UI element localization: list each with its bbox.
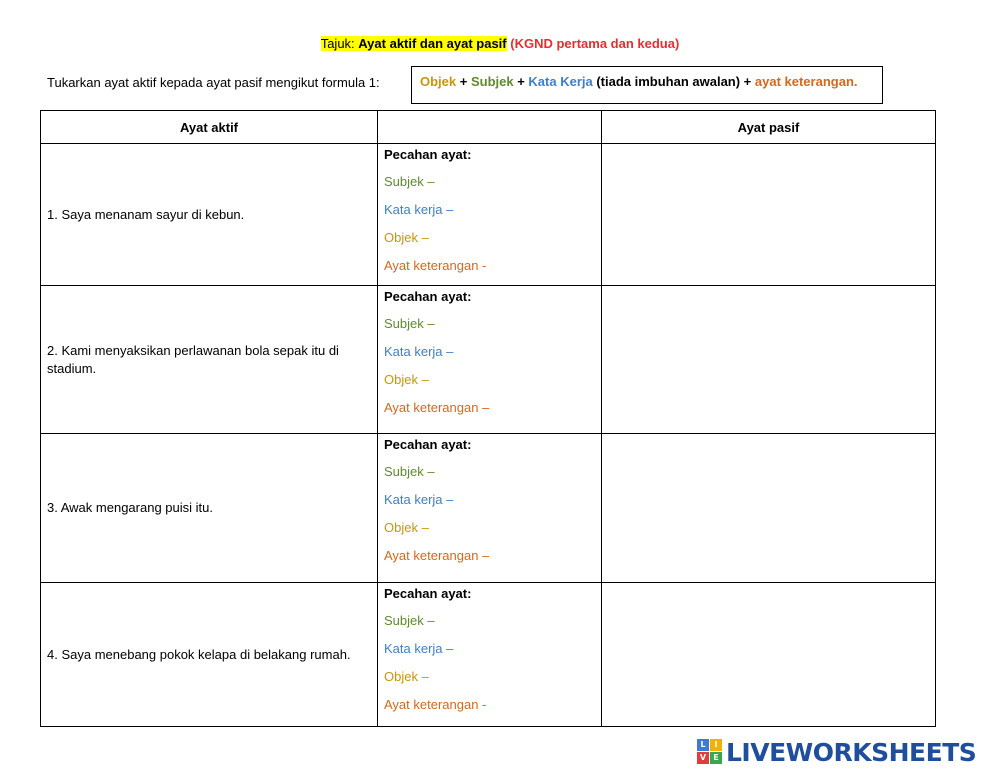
keterangan-label: Ayat keterangan - xyxy=(384,697,487,712)
kata-kerja-label: Kata kerja – xyxy=(384,344,454,359)
logo-block-e: E xyxy=(710,752,722,764)
formula-plus: + xyxy=(513,74,529,89)
passive-answer-cell[interactable] xyxy=(602,434,936,583)
logo-block-i: I xyxy=(710,739,722,751)
logo-block-v: V xyxy=(697,752,709,764)
active-sentence: 1. Saya menanam sayur di kebun. xyxy=(41,144,378,286)
passive-answer-cell[interactable] xyxy=(602,286,936,434)
table-row xyxy=(41,286,936,434)
table-row xyxy=(41,583,936,727)
sentence-parts xyxy=(378,144,602,286)
subjek-label: Subjek – xyxy=(384,464,435,479)
header-ayat-pasif: Ayat pasif xyxy=(602,111,936,144)
title-suffix: (KGND pertama dan kedua) xyxy=(506,36,680,51)
objek-label: Objek – xyxy=(384,372,429,387)
keterangan-label: Ayat keterangan – xyxy=(384,400,490,415)
kata-kerja-label: Kata kerja – xyxy=(384,641,454,656)
keterangan-label: Ayat keterangan – xyxy=(384,548,490,563)
passive-answer-cell[interactable] xyxy=(602,583,936,727)
table-header-row xyxy=(41,111,936,144)
title-prefix: Tajuk: xyxy=(320,36,359,51)
title-main: Ayat aktif dan ayat pasif xyxy=(358,36,507,51)
header-ayat-aktif: Ayat aktif xyxy=(41,111,378,144)
parts-heading: Pecahan ayat: xyxy=(384,586,472,601)
parts-heading: Pecahan ayat: xyxy=(384,147,472,162)
liveworksheets-logo xyxy=(697,737,976,767)
kata-kerja-label: Kata kerja – xyxy=(384,202,454,217)
formula-kata-kerja: Kata Kerja xyxy=(528,74,593,89)
passive-answer-cell[interactable] xyxy=(602,144,936,286)
logo-blocks-icon xyxy=(697,739,723,765)
table-row xyxy=(41,434,936,583)
objek-label: Objek – xyxy=(384,230,429,245)
worksheet-title xyxy=(0,36,1000,51)
active-sentence: 3. Awak mengarang puisi itu. xyxy=(41,434,378,583)
parts-heading: Pecahan ayat: xyxy=(384,289,472,304)
sentence-parts xyxy=(378,583,602,727)
formula-note: (tiada imbuhan awalan) + xyxy=(592,74,755,89)
active-sentence: 2. Kami menyaksikan perlawanan bola sepak itu di stadium. xyxy=(41,286,378,434)
parts-heading: Pecahan ayat: xyxy=(384,437,472,452)
active-sentence: 4. Saya menebang pokok kelapa di belakang rumah. xyxy=(41,583,378,727)
formula-keterangan: ayat keterangan. xyxy=(754,74,858,89)
table-row xyxy=(41,144,936,286)
sentence-parts xyxy=(378,434,602,583)
subjek-label: Subjek – xyxy=(384,613,435,628)
kata-kerja-label: Kata kerja – xyxy=(384,492,454,507)
keterangan-label: Ayat keterangan - xyxy=(384,258,487,273)
formula-subjek: Subjek xyxy=(470,74,514,89)
header-blank xyxy=(378,111,602,144)
formula-plus: + xyxy=(456,74,471,89)
formula-box xyxy=(411,66,883,104)
sentence-parts xyxy=(378,286,602,434)
formula-objek: Objek xyxy=(420,74,457,89)
logo-block-l: L xyxy=(697,739,709,751)
objek-label: Objek – xyxy=(384,520,429,535)
subjek-label: Subjek – xyxy=(384,174,435,189)
logo-text: LIVEWORKSHEETS xyxy=(726,737,977,767)
exercise-table xyxy=(40,110,936,727)
objek-label: Objek – xyxy=(384,669,429,684)
subjek-label: Subjek – xyxy=(384,316,435,331)
instruction-text: Tukarkan ayat aktif kepada ayat pasif mengikut formula 1: xyxy=(47,75,380,90)
